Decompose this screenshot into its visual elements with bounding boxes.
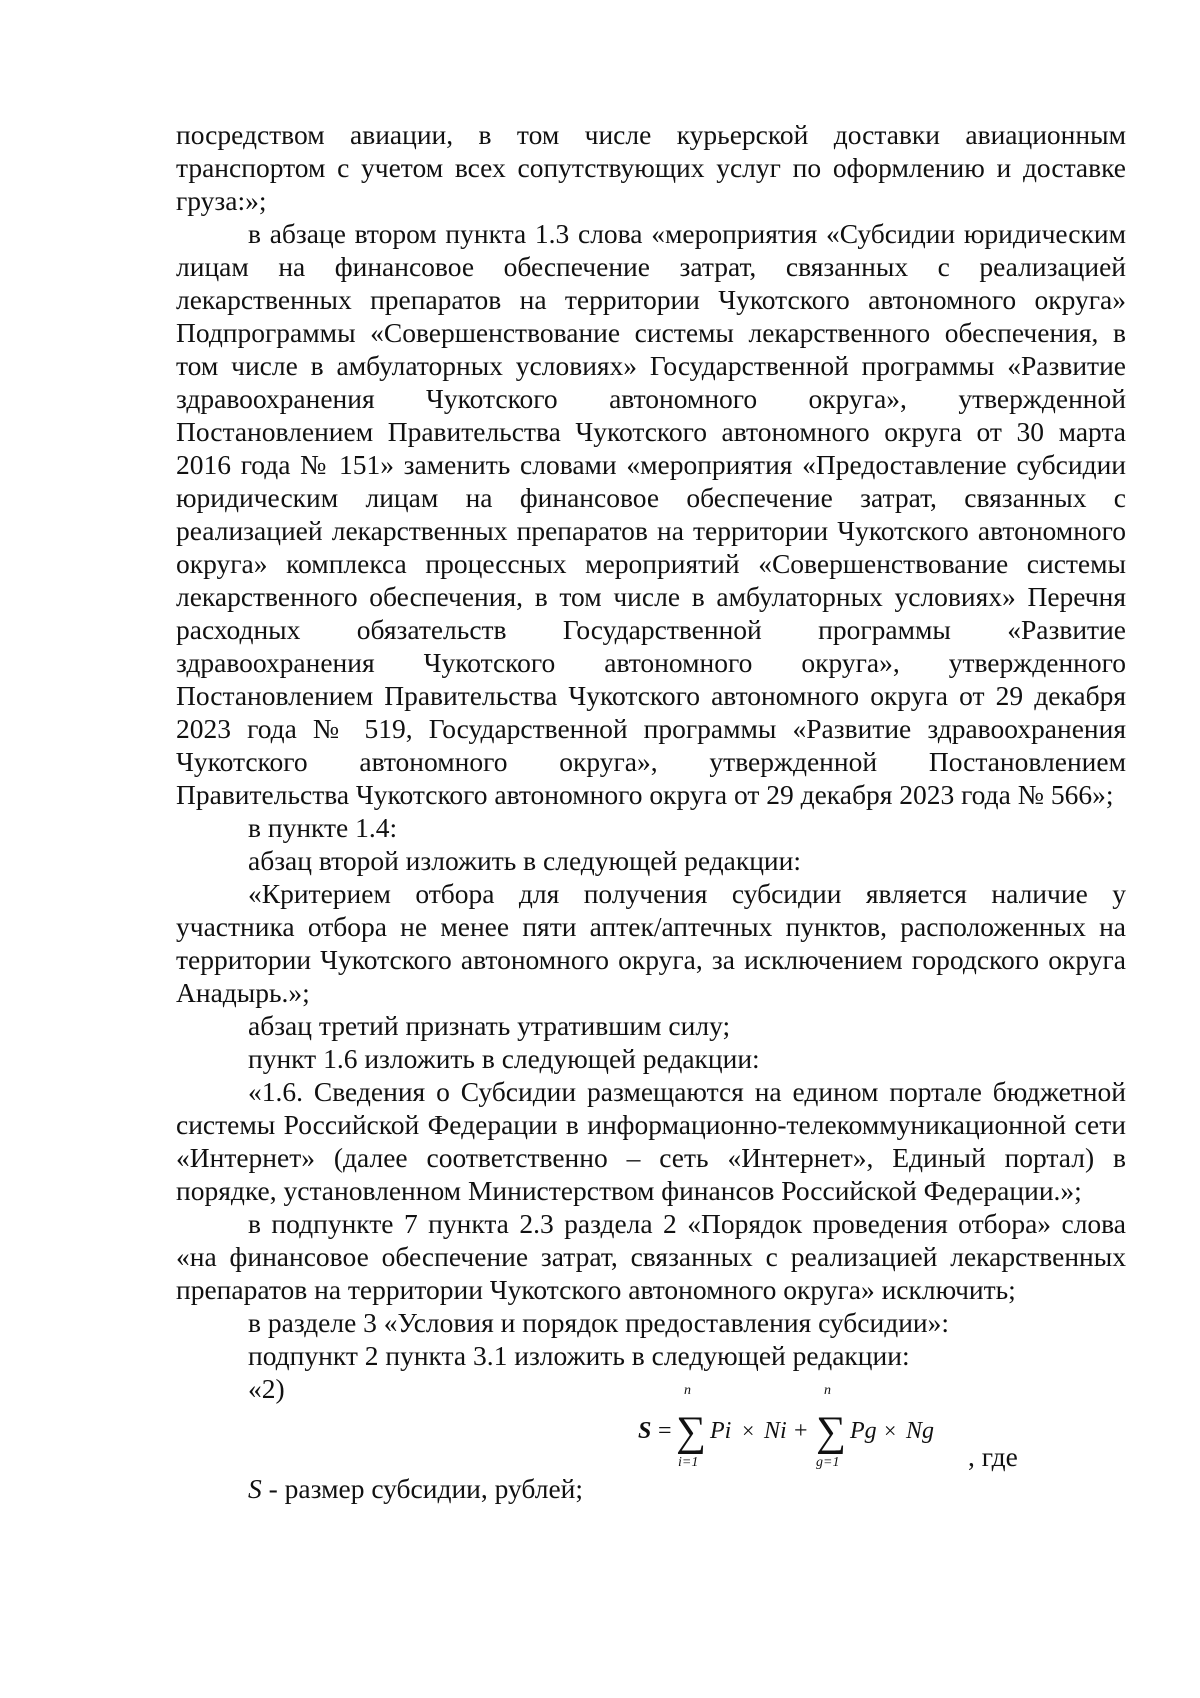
definition-text: - размер субсидии, рублей;	[261, 1473, 584, 1504]
formula-tail: , где	[968, 1441, 1018, 1472]
formula-lhs: S	[638, 1418, 652, 1444]
formula-times-1: ×	[742, 1418, 755, 1443]
sum-1-sigma: ∑	[676, 1409, 706, 1455]
term-1-count: Ni	[764, 1418, 787, 1444]
formula-equals: =	[658, 1418, 672, 1444]
paragraph-subsidy-info: «1.6. Сведения о Субсидии размещаются на едином портале бюджетной системы Российской Федерации в информационно-телекоммуникационной сети «Интернет» (далее соответственно – сеть «Интернет», Единый портал) в порядке, установленном Министерством финансов Российской Федерации.»;	[176, 1076, 1126, 1206]
formula-row	[176, 1372, 1126, 1472]
formula-plus: +	[794, 1418, 808, 1444]
term-2-count: Ng	[906, 1418, 935, 1444]
paragraph-criterion: «Критерием отбора для получения субсидии является наличие у участника отбора не менее пяти аптек/аптечных пунктов, расположенных на территории Чукотского автономного округа, за исключением городского округа Анадырь.»;	[176, 878, 1126, 1008]
definition-symbol: S	[248, 1473, 262, 1504]
sum-2-upper: n	[824, 1383, 831, 1398]
formula-times-2: ×	[884, 1418, 897, 1443]
sum-1-upper: n	[684, 1383, 691, 1398]
term-1-price: Pi	[710, 1418, 732, 1444]
paragraph-definition-s	[176, 1472, 1126, 1505]
sum-2-sigma: ∑	[816, 1409, 846, 1455]
term-2-price: Pg	[850, 1418, 877, 1444]
sum-1-lower: i=1	[678, 1455, 699, 1470]
paragraph-subclause-7: в подпункте 7 пункта 2.3 раздела 2 «Порядок проведения отбора» слова «на финансовое обеспечение затрат, связанных с реализацией лекарственных препаратов на территории Чукотского автономного округа» исключить;	[176, 1208, 1126, 1305]
paragraph-second-abzac: абзац второй изложить в следующей редакции:	[248, 845, 802, 876]
paragraph-subclause-2: подпункт 2 пункта 3.1 изложить в следующей редакции:	[248, 1340, 910, 1371]
paragraph-section-3: в разделе 3 «Условия и порядок предоставления субсидии»:	[248, 1307, 950, 1338]
sum-2-lower: g=1	[816, 1455, 840, 1470]
formula-label: «2)	[248, 1373, 285, 1404]
paragraph-clause-1-4: в пункте 1.4:	[248, 812, 398, 843]
document-text	[176, 118, 1126, 1505]
paragraph-clause-1-6: пункт 1.6 изложить в следующей редакции:	[248, 1043, 760, 1074]
paragraph-continuation: посредством авиации, в том числе курьерской доставки авиационным транспортом с учетом всех сопутствующих услуг по оформлению и доставке груза:»;	[176, 119, 1126, 216]
paragraph-clause-1-3: в абзаце втором пункта 1.3 слова «мероприятия «Субсидии юридическим лицам на финансовое обеспечение затрат, связанных с реализацией лекарственных препаратов на территории Чукотского автономного округа» Подпрограммы «Совершенствование системы лекарственного обеспечения, в том числе в амбулаторных условиях» Государственной программы «Развитие здравоохранения Чукотского автономного округа», утвержденной Постановлением Правительства Чукотского автономного округа от 30 марта 2016 года № 151» заменить словами «мероприятия «Предоставление субсидии юридическим лицам на финансовое обеспечение затрат, связанных с реализацией лекарственных препаратов на территории Чукотского автономного округа» комплекса процессных мероприятий «Совершенствование системы лекарственного обеспечения, в том числе в амбулаторных условиях» Перечня расходных обязательств Государственной программы «Развитие здравоохранения Чукотского автономного округа», утвержденного Постановлением Правительства Чукотского автономного округа от 29 декабря 2023 года № 519, Государственной программы «Развитие здравоохранения Чукотского автономного округа», утвержденной Постановлением Правительства Чукотского автономного округа от 29 декабря 2023 года № 566»;	[176, 218, 1126, 810]
subsidy-formula	[638, 1380, 958, 1472]
paragraph-third-abzac: абзац третий признать утратившим силу;	[248, 1010, 731, 1041]
